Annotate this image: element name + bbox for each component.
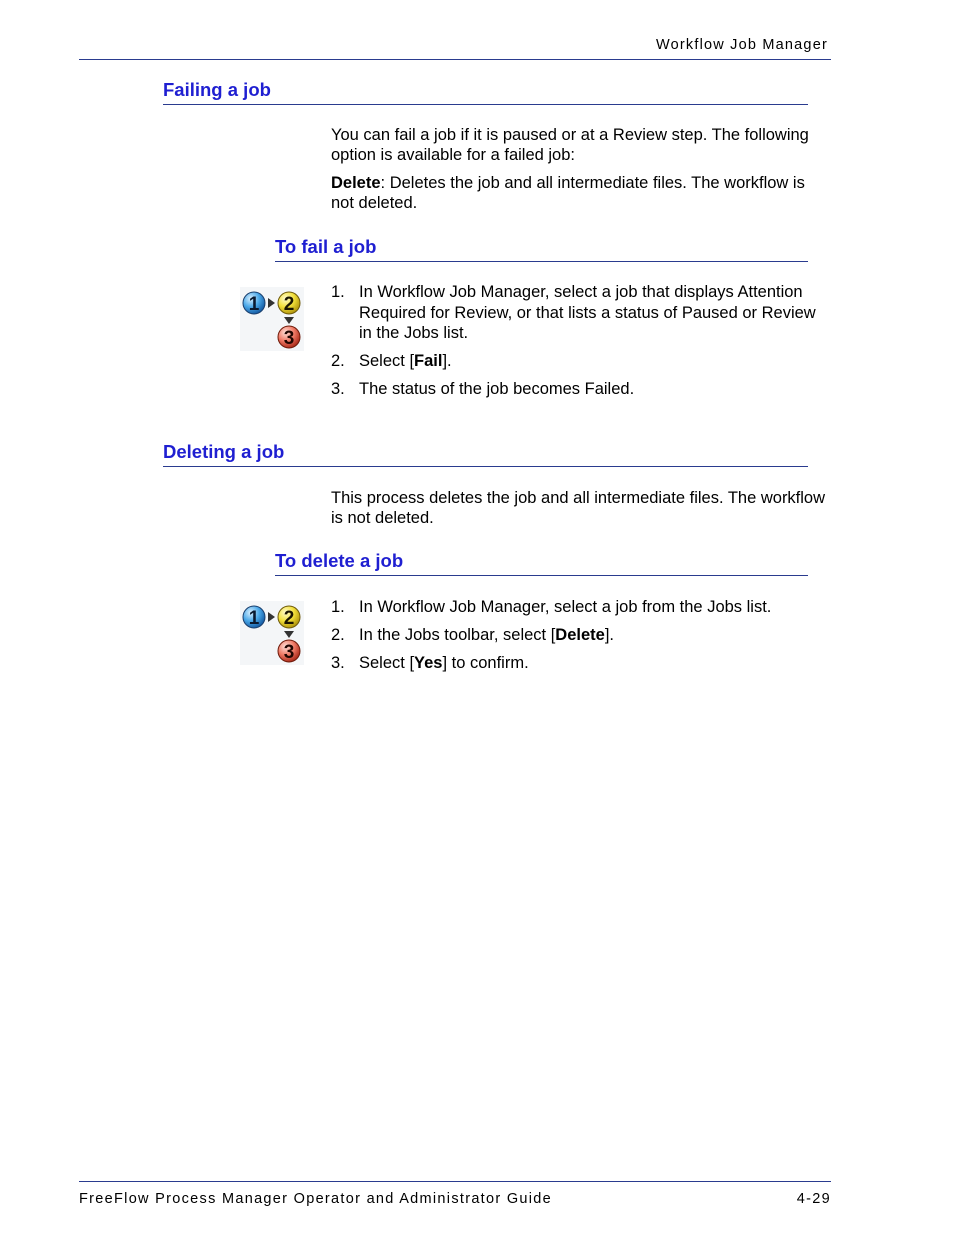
svg-text:2: 2: [283, 294, 295, 315]
deleting-intro: This process deletes the job and all intermediate files. The workflow is not deleted.: [331, 489, 826, 527]
numbered-steps-icon: [240, 601, 304, 665]
failing-option: [331, 173, 831, 213]
step-number: 3.: [331, 654, 345, 672]
svg-text:3: 3: [283, 328, 295, 349]
list-item: [331, 351, 831, 372]
step-number: 2.: [331, 352, 345, 370]
step-text: In Workflow Job Manager, select a job that displays Attention Required for Review, or that lists a status of Paused or Review in the Jobs list.: [359, 283, 816, 342]
procedure-heading-fail: To fail a job: [275, 236, 808, 262]
footer-rule: [79, 1181, 831, 1182]
running-header: Workflow Job Manager: [655, 37, 828, 53]
step-number: 1.: [331, 283, 345, 301]
svg-text:3: 3: [283, 642, 295, 663]
list-item: [331, 625, 831, 646]
step-number: 2.: [331, 626, 345, 644]
step-number: 3.: [331, 380, 345, 398]
section-heading-deleting: Deleting a job: [163, 441, 808, 467]
fail-steps-list: [331, 282, 831, 407]
option-description: : Deletes the job and all intermediate files. The workflow is not deleted.: [331, 174, 805, 212]
step-text: Select [Yes] to confirm.: [359, 654, 529, 672]
svg-text:1: 1: [248, 608, 260, 629]
delete-steps-list: [331, 597, 831, 681]
svg-text:2: 2: [283, 608, 295, 629]
list-item: [331, 379, 831, 400]
step-text: In Workflow Job Manager, select a job from the Jobs list.: [359, 598, 772, 616]
step-text: In the Jobs toolbar, select [Delete].: [359, 626, 614, 644]
header-rule: [79, 59, 831, 60]
step-text: The status of the job becomes Failed.: [359, 380, 635, 398]
footer-guide-title: FreeFlow Process Manager Operator and Administrator Guide: [79, 1191, 553, 1207]
option-term: Delete: [331, 174, 381, 192]
numbered-steps-icon: [240, 287, 304, 351]
list-item: [331, 597, 831, 618]
procedure-heading-delete: To delete a job: [275, 550, 808, 576]
svg-text:1: 1: [248, 294, 260, 315]
list-item: [331, 282, 831, 344]
list-item: [331, 653, 831, 674]
step-text: Select [Fail].: [359, 352, 452, 370]
page-number: 4-29: [796, 1191, 831, 1207]
section-heading-failing: Failing a job: [163, 79, 808, 105]
failing-intro: You can fail a job if it is paused or at a Review step. The following option is available for a failed job:: [331, 126, 809, 164]
step-number: 1.: [331, 598, 345, 616]
